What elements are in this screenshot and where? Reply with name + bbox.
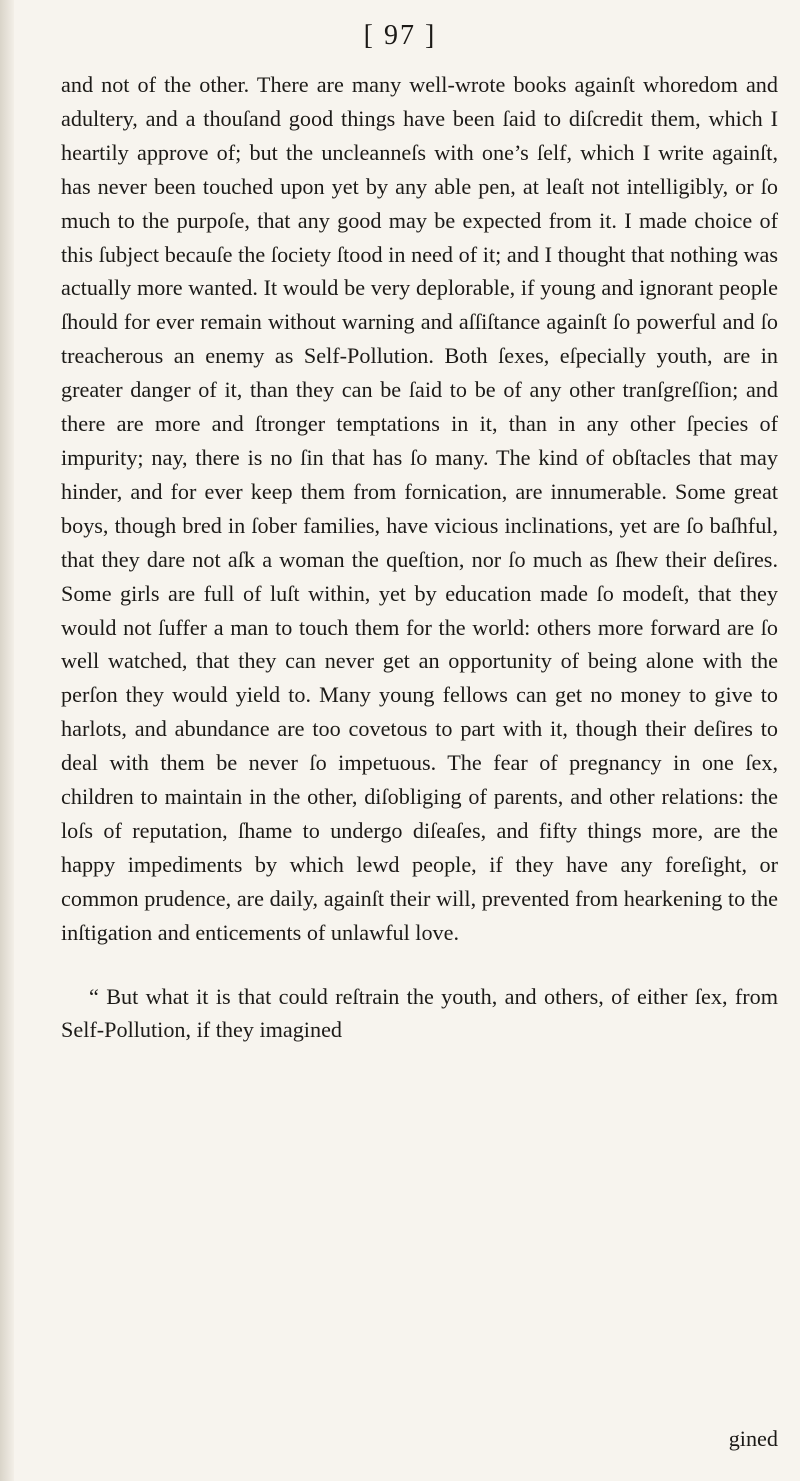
body-text bbox=[61, 68, 778, 1047]
paragraph-1: and not of the other. There are many well-wrote books againſt whoredom and adultery, and a thouſand good things have been ſaid to diſcredit them, which I heartily approve of; but the uncleanneſs with one’s ſelf, which I write againſt, has never been touched upon yet by any able pen, at leaſt not intelligibly, or ſo much to the purpoſe, that any good may be expected from it. I made choice of this ſubject becauſe the ſociety ſtood in need of it; and I thought that nothing was actually more wanted. It would be very deplorable, if young and ignorant people ſhould for ever remain without warning and aſſiſtance againſt ſo powerful and ſo treacherous an enemy as Self-Pollution. Both ſexes, eſpecially youth, are in greater danger of it, than they can be ſaid to be of any other tranſgreſſion; and there are more and ſtronger temptations in it, than in any other ſpecies of impurity; nay, there is no ſin that has ſo many. The kind of obſtacles that may hinder, and for ever keep them from fornication, are innumerable. Some great boys, though bred in ſober families, have vicious inclinations, yet are ſo baſhful, that they dare not aſk a woman the queſtion, nor ſo much as ſhew their deſires. Some girls are full of luſt within, yet by education made ſo modeſt, that they would not ſuffer a man to touch them for the world: others more forward are ſo well watched, that they can never get an opportunity of being alone with the perſon they would yield to. Many young fellows can get no money to give to harlots, and abundance are too covetous to part with it, though their deſires to deal with them be never ſo impetuous. The fear of pregnancy in one ſex, children to maintain in the other, diſobliging of parents, and other relations: the loſs of reputation, ſhame to undergo diſeaſes, and fifty things more, are the happy impediments by which lewd people, if they have any foreſight, or common prudence, are daily, againſt their will, prevented from hearkening to the inſtigation and enticements of unlawful love. bbox=[61, 72, 778, 945]
paragraph-2: “ But what it is that could reſtrain the youth, and others, of either ſex, from Self-Pollution, if they imagined bbox=[61, 983, 778, 1043]
page-binding-edge bbox=[0, 0, 14, 1481]
catchword: gined bbox=[728, 1426, 778, 1451]
page-number-header: [ 97 ] bbox=[363, 20, 437, 51]
